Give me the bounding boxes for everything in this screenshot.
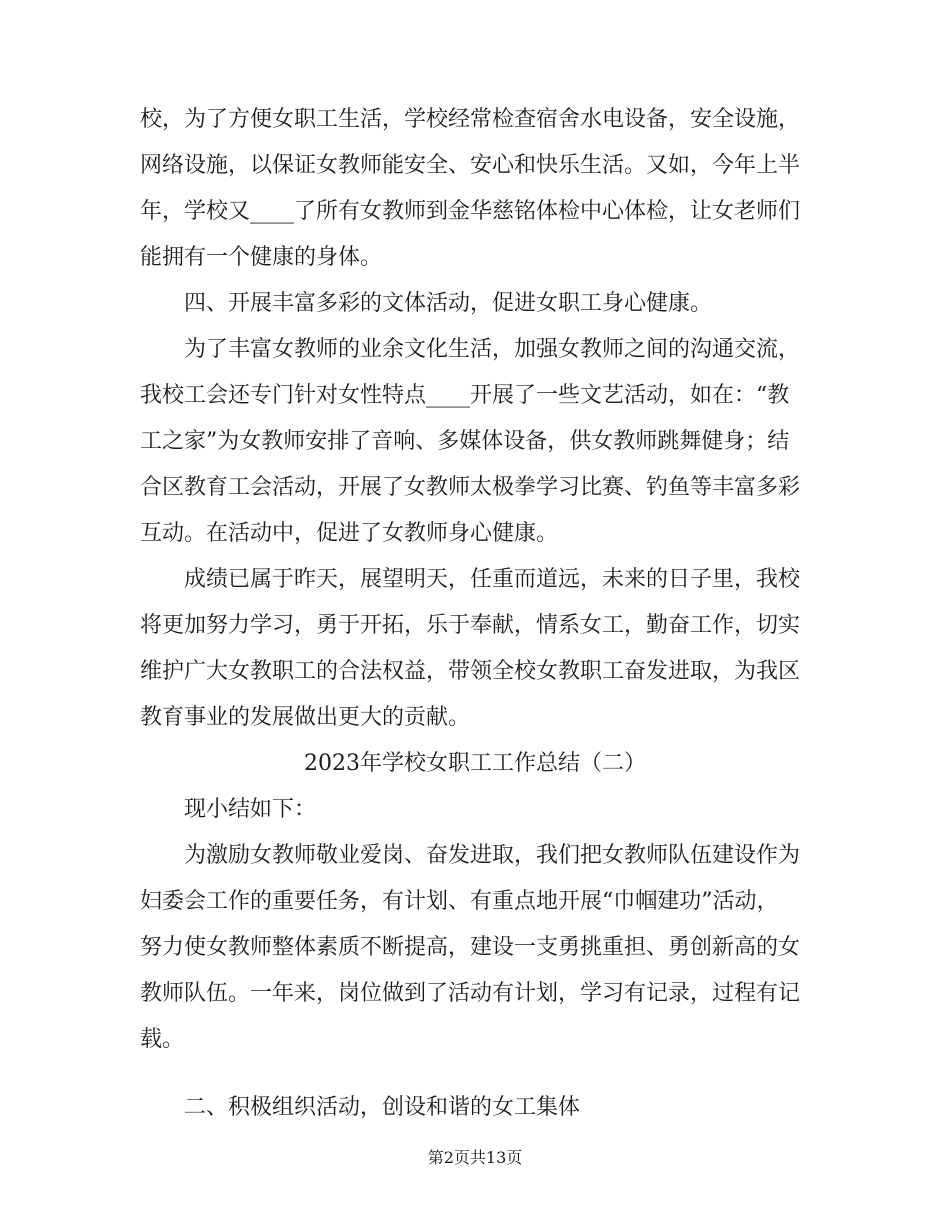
paragraph-line: 年，学校又____了所有女教师到金华慈铭体检中心体检，让女老师们: [140, 199, 801, 224]
paragraph-line: 将更加努力学习，勇于开拓，乐于奉献，情系女工，勤奋工作，切实: [140, 613, 801, 638]
paragraph-line: 能拥有一个健康的身体。: [140, 245, 383, 270]
paragraph-line: 努力使女教师整体素质不断提高，建设一支勇挑重担、勇创新高的女: [140, 935, 801, 960]
paragraph-line: 互动。在活动中，促进了女教师身心健康。: [140, 521, 559, 546]
paragraph-line: 妇委会工作的重要任务，有计划、有重点地开展“巾帼建功”活动，: [140, 889, 779, 914]
paragraph-line: 工之家”为女教师安排了音响、多媒体设备，供女教师跳舞健身；结: [140, 429, 790, 454]
paragraph-line: 教育事业的发展做出更大的贡献。: [140, 705, 471, 730]
page-number: 第2页共13页: [427, 1148, 523, 1167]
paragraph-line: 合区教育工会活动，开展了女教师太极拳学习比赛、钓鱼等丰富多彩: [140, 475, 801, 500]
paragraph-line: 现小结如下：: [184, 797, 317, 822]
paragraph-line: 网络设施，以保证女教师能安全、安心和快乐生活。又如，今年上半: [140, 153, 801, 178]
paragraph-line: 成绩已属于昨天，展望明天，任重而道远，未来的日子里，我校: [184, 567, 801, 592]
document-body: [140, 100, 810, 1134]
paragraph-line: 教师队伍。一年来，岗位做到了活动有计划，学习有记录，过程有记: [140, 981, 801, 1006]
paragraph-line: 校，为了方便女职工生活，学校经常检查宿舍水电设备，安全设施，: [140, 107, 801, 132]
paragraph-line: 载。: [140, 1027, 185, 1052]
paragraph-line: 我校工会还专门针对女性特点____开展了一些文艺活动，如在：“教: [140, 383, 790, 408]
paragraph-line: 为了丰富女教师的业余文化生活，加强女教师之间的沟通交流，: [184, 337, 801, 362]
section-heading: 二、积极组织活动，创设和谐的女工集体: [184, 1095, 581, 1120]
document-title: 2023年学校女职工工作总结（二）: [304, 751, 646, 776]
paragraph-line: 维护广大女教职工的合法权益，带领全校女教职工奋发进取，为我区: [140, 659, 801, 684]
section-heading: 四、开展丰富多彩的文体活动，促进女职工身心健康。: [184, 291, 713, 316]
paragraph-line: 为激励女教师敬业爱岗、奋发进取，我们把女教师队伍建设作为: [184, 843, 801, 868]
